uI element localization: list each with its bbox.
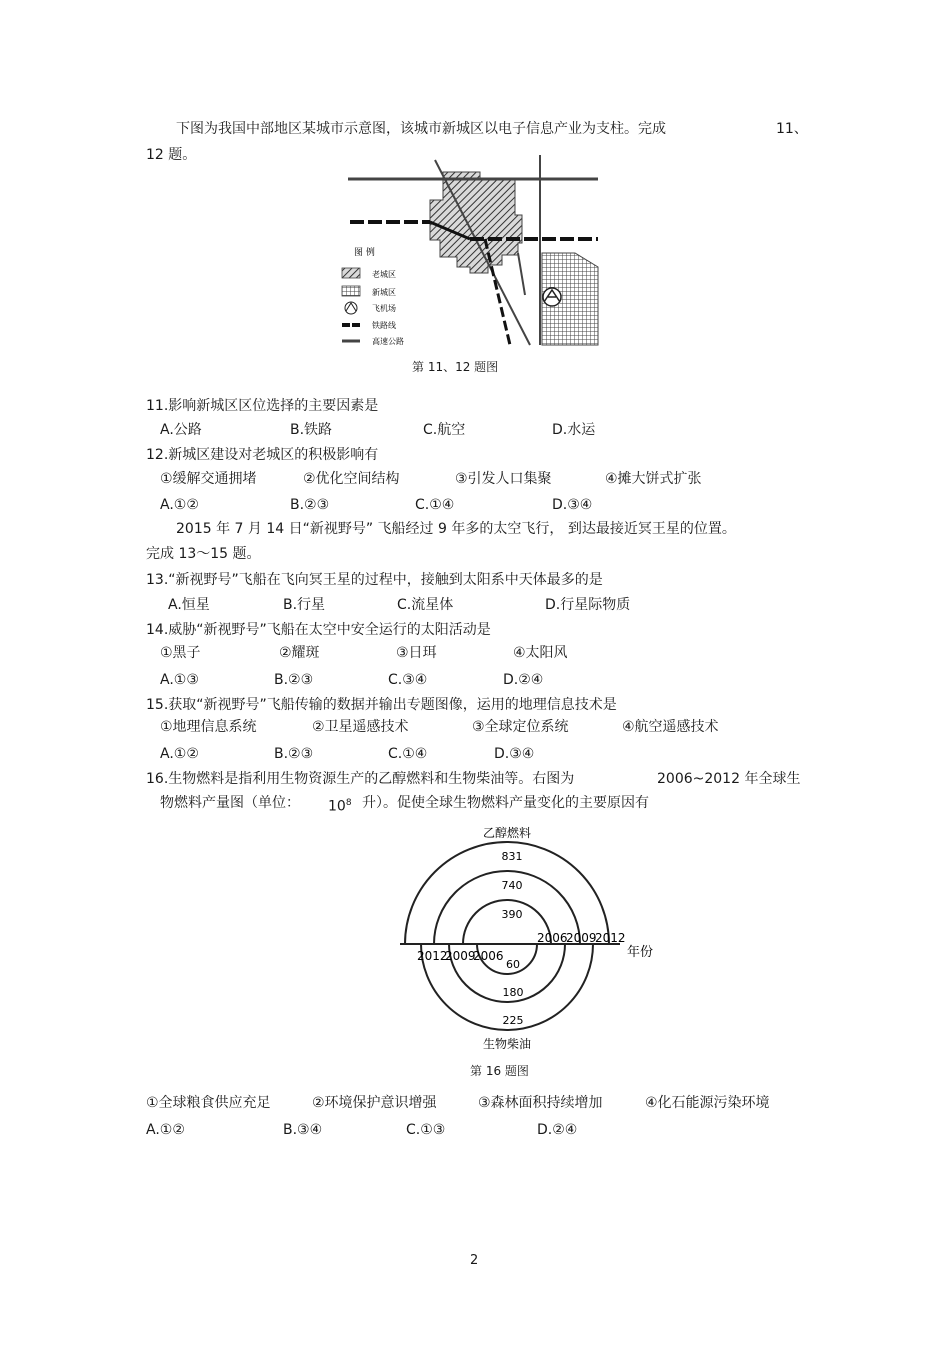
q14-option-a[interactable]: A.①③ <box>160 672 199 688</box>
q12-option-a[interactable]: A.①② <box>160 497 199 513</box>
city-map-figure <box>330 155 620 355</box>
q16-item-1: ①全球粮食供应充足 <box>146 1095 271 1111</box>
q14-option-b[interactable]: B.②③ <box>274 672 314 688</box>
q15-item-1: ①地理信息系统 <box>160 719 257 735</box>
biodiesel-value-2006: 60 <box>506 958 520 971</box>
page-number: 2 <box>470 1253 479 1268</box>
q12-item-3: ③引发人口集聚 <box>455 471 552 487</box>
q13-stem: 13.“新视野号”飞船在飞向冥王星的过程中，接触到太阳系中天体最多的是 <box>146 572 603 588</box>
q15-item-4: ④航空遥感技术 <box>622 719 719 735</box>
q12-item-2: ②优化空间结构 <box>303 471 400 487</box>
intro-11-12-line2: 12 题。 <box>146 147 197 163</box>
q15-option-d[interactable]: D.③④ <box>494 746 535 762</box>
intro-13-15-line1: 2015 年 7 月 14 日“新视野号” 飞船经过 9 年多的太空飞行， 到达最接近冥王星的位置。 <box>176 521 736 537</box>
intro-11-12-line1-end: 11、 <box>776 121 808 137</box>
q13-option-c[interactable]: C.流星体 <box>397 597 454 613</box>
legend-new-city: 新城区 <box>372 288 396 297</box>
q12-option-d[interactable]: D.③④ <box>552 497 593 513</box>
q11-option-b[interactable]: B.铁路 <box>290 422 333 438</box>
ethanol-year-2012: 2012 <box>595 931 626 945</box>
biodiesel-value-2012: 225 <box>502 1014 524 1027</box>
q12-stem: 12.新城区建设对老城区的积极影响有 <box>146 447 379 463</box>
q16-option-b[interactable]: B.③④ <box>283 1122 323 1138</box>
q15-option-a[interactable]: A.①② <box>160 746 199 762</box>
q16-option-d[interactable]: D.②④ <box>537 1122 578 1138</box>
legend-airport-icon <box>345 302 357 314</box>
q14-option-c[interactable]: C.③④ <box>388 672 428 688</box>
q12-item-1: ①缓解交通拥堵 <box>160 471 257 487</box>
q16-stem-line2-a: 物燃料产量图（单位： <box>160 795 300 811</box>
q12-option-b[interactable]: B.②③ <box>290 497 330 513</box>
q15-option-c[interactable]: C.①④ <box>388 746 428 762</box>
airport-icon <box>543 288 561 306</box>
ethanol-year-2009: 2009 <box>566 931 597 945</box>
q11-stem: 11.影响新城区区位选择的主要因素是 <box>146 398 379 414</box>
legend-title: 图 例 <box>354 248 375 258</box>
ethanol-value-2006: 390 <box>501 908 523 921</box>
q12-item-4: ④摊大饼式扩张 <box>605 471 702 487</box>
legend-highway: 高速公路 <box>372 337 404 346</box>
intro-13-15-line2: 完成 13～15 题。 <box>146 546 261 562</box>
q12-option-c[interactable]: C.①④ <box>415 497 455 513</box>
legend-railway: 铁路线 <box>372 321 396 330</box>
q11-option-c[interactable]: C.航空 <box>423 422 466 438</box>
biodiesel-year-2012: 2012 <box>417 949 448 963</box>
q13-option-d[interactable]: D.行星际物质 <box>545 597 631 613</box>
legend-new-city-swatch <box>342 286 360 296</box>
q11-option-a[interactable]: A.公路 <box>160 422 202 438</box>
q16-stem-unit <box>328 794 352 816</box>
q16-stem-line2-b: 升）。促使全球生物燃料产量变化的主要原因有 <box>362 795 649 811</box>
q14-item-2: ②耀斑 <box>279 645 320 661</box>
legend-airport: 飞机场 <box>372 304 396 313</box>
legend-old-city-swatch <box>342 268 360 278</box>
old-city-area <box>430 172 522 273</box>
chart-top-label: 乙醇燃料 <box>482 826 532 840</box>
q14-option-d[interactable]: D.②④ <box>503 672 544 688</box>
q16-item-2: ②环境保护意识增强 <box>312 1095 437 1111</box>
q15-item-2: ②卫星遥感技术 <box>312 719 409 735</box>
q15-stem: 15.获取“新视野号”飞船传输的数据并输出专题图像，运用的地理信息技术是 <box>146 697 617 713</box>
q16-stem-line1-years: 2006~2012 年全球生 <box>657 771 801 787</box>
biodiesel-value-2009: 180 <box>502 986 524 999</box>
q16-item-3: ③森林面积持续增加 <box>478 1095 603 1111</box>
q15-option-b[interactable]: B.②③ <box>274 746 314 762</box>
chart-bottom-label: 生物柴油 <box>482 1037 532 1051</box>
q16-unit-base: 10 <box>328 798 346 815</box>
biodiesel-year-2009: 2009 <box>445 949 476 963</box>
q16-option-c[interactable]: C.①③ <box>406 1122 446 1138</box>
q11-option-d[interactable]: D.水运 <box>552 422 596 438</box>
q14-item-1: ①黑子 <box>160 645 201 661</box>
q14-item-4: ④太阳风 <box>513 645 568 661</box>
chart-caption: 第 16 题图 <box>470 1064 529 1078</box>
q14-stem: 14.威胁“新视野号”飞船在太空中安全运行的太阳活动是 <box>146 622 491 638</box>
q16-option-a[interactable]: A.①② <box>146 1122 185 1138</box>
legend-old-city: 老城区 <box>372 270 396 279</box>
q16-item-4: ④化石能源污染环境 <box>645 1095 770 1111</box>
q13-option-b[interactable]: B.行星 <box>283 597 326 613</box>
intro-11-12-line1: 下图为我国中部地区某城市示意图，该城市新城区以电子信息产业为支柱。完成 <box>176 121 666 137</box>
q15-item-3: ③全球定位系统 <box>472 719 569 735</box>
q14-item-3: ③日珥 <box>396 645 437 661</box>
chart-axis-label: 年份 <box>627 945 654 960</box>
biofuel-chart <box>390 820 670 1060</box>
ethanol-value-2009: 740 <box>501 879 523 892</box>
map-caption: 第 11、12 题图 <box>412 360 499 374</box>
ethanol-year-2006: 2006 <box>537 931 568 945</box>
q16-stem-line1: 16.生物燃料是指利用生物资源生产的乙醇燃料和生物柴油等。右图为 <box>146 771 575 787</box>
q13-option-a[interactable]: A.恒星 <box>168 597 210 613</box>
biodiesel-year-2006: 2006 <box>473 949 504 963</box>
ethanol-value-2012: 831 <box>501 850 523 863</box>
q16-unit-exponent: 8 <box>345 798 352 808</box>
